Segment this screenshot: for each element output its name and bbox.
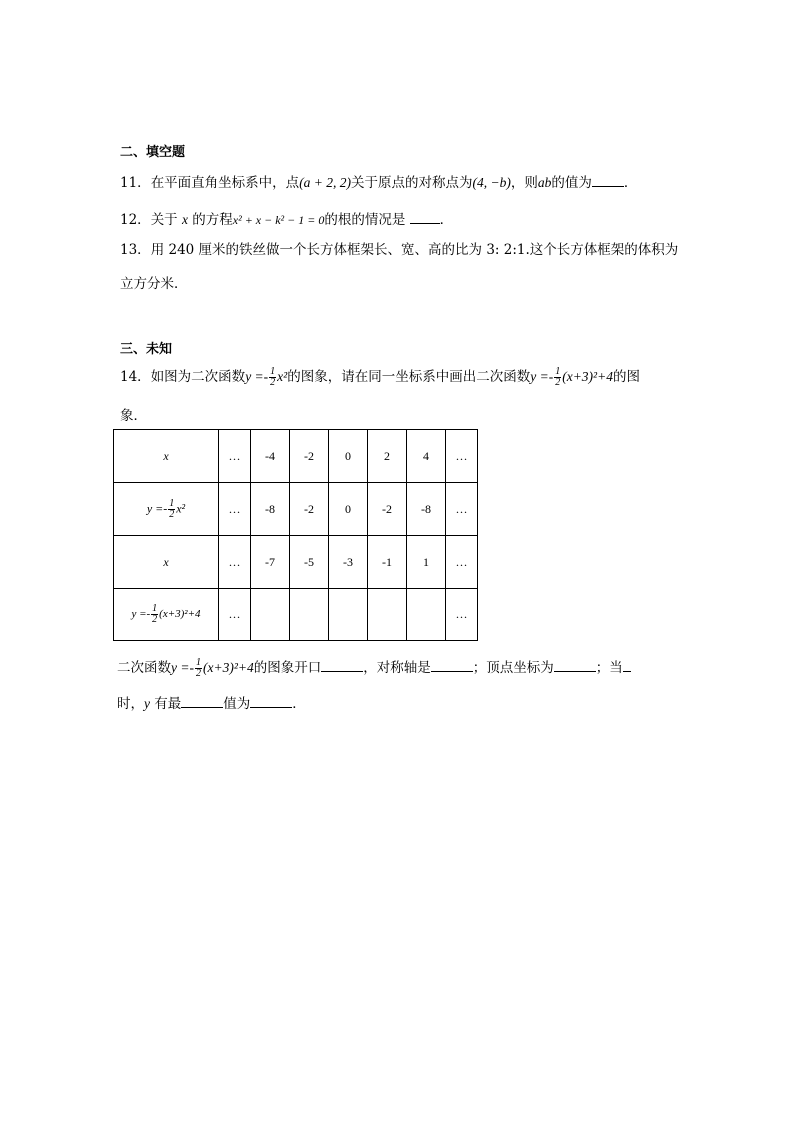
table-cell: 1 [407, 536, 446, 589]
table-cell: 0 [329, 430, 368, 483]
followup-text-4: ；顶点坐标为 [472, 660, 554, 676]
question-13 [120, 238, 678, 258]
q11-text-3: ，则 [510, 175, 538, 191]
followup-text-1: 二次函数 [117, 660, 171, 676]
row-label-y2: y =- $\frac{1}{2}$ (x+3)²+4 [114, 589, 219, 641]
table-cell: -5 [290, 536, 329, 589]
table-cell: -7 [251, 536, 290, 589]
table-cell-empty[interactable] [251, 589, 290, 641]
table-cell: 2 [368, 430, 407, 483]
q11-number: 11． [120, 175, 151, 191]
table-row [114, 589, 478, 641]
q12-number: 12． [120, 212, 151, 228]
q13-line-1: 用 240 厘米的铁丝做一个长方体框架长、宽、高的比为 3: 2:1.这个长方体框架的体积为 [150, 242, 679, 258]
q14-function-1: y =- $\frac{1}{2}$ x² [245, 366, 288, 389]
table-cell-empty[interactable] [407, 589, 446, 641]
table-cell: 0 [329, 483, 368, 536]
row-label-x: x [114, 430, 219, 483]
q12-text-1: 关于 [150, 212, 178, 228]
table-cell: … [219, 589, 251, 641]
table-cell: … [446, 536, 478, 589]
table-row [114, 536, 478, 589]
q12-text-2: 的方程 [192, 212, 233, 228]
table-cell: … [219, 536, 251, 589]
followup-text-3: ，对称轴是 [363, 660, 431, 676]
followup-text-2: 的图象开口 [253, 660, 322, 676]
q14-function-2: y =- $\frac{1}{2}$ (x+3)²+4 [530, 366, 613, 389]
axis-of-symmetry-blank[interactable] [431, 659, 473, 672]
q12-x: x [181, 212, 188, 227]
table-row [114, 483, 478, 536]
table-cell: … [219, 430, 251, 483]
table-cell: -2 [368, 483, 407, 536]
table-cell: … [446, 483, 478, 536]
followup-text-6: 时， [117, 696, 144, 712]
q12-end: ． [439, 212, 454, 228]
table-cell: … [219, 483, 251, 536]
section-heading-fill-blank: 二、填空题 [120, 145, 186, 160]
q14-number: 14． [120, 369, 151, 385]
question-12 [120, 208, 453, 228]
table-cell: -3 [329, 536, 368, 589]
q11-text-2: 关于原点的对称点为 [351, 175, 473, 191]
question-14 [120, 365, 640, 388]
table-cell: -2 [290, 483, 329, 536]
max-min-blank[interactable] [181, 695, 223, 708]
table-cell: … [446, 589, 478, 641]
q11-point: (a + 2, 2) [299, 175, 352, 190]
q11-variable: ab [537, 175, 552, 190]
q11-text-1: 在平面直角坐标系中，点 [150, 175, 300, 191]
table-cell-empty[interactable] [329, 589, 368, 641]
vertex-blank[interactable] [554, 659, 596, 672]
opening-direction-blank[interactable] [321, 659, 363, 672]
when-blank[interactable] [623, 659, 631, 672]
row-label-y1: y =- $\frac{1}{2}$ x² [114, 483, 219, 536]
table-cell: -8 [407, 483, 446, 536]
table-cell: … [446, 430, 478, 483]
q12-answer-blank[interactable] [410, 211, 440, 224]
q14-text-2: 的图象，请在同一坐标系中画出二次函数 [287, 369, 531, 385]
q14-followup-line-1 [117, 656, 631, 679]
q13-number: 13． [120, 242, 151, 258]
q11-symmetric-point: (4, −b) [472, 175, 511, 190]
q14-text-3: 的图 [612, 369, 640, 385]
table-cell: -4 [251, 430, 290, 483]
section-heading-unknown: 三、未知 [120, 342, 173, 357]
q11-text-4: 的值为 [551, 175, 592, 191]
q12-equation: x² + x − k² − 1 = 0 [232, 213, 325, 227]
table-cell: -1 [368, 536, 407, 589]
question-11 [120, 171, 637, 191]
followup-text-5: ；当 [595, 660, 623, 676]
table-cell: 4 [407, 430, 446, 483]
table-cell: -2 [290, 430, 329, 483]
followup-end: ． [292, 696, 306, 712]
followup-y: y [144, 696, 150, 711]
table-row [114, 430, 478, 483]
value-table [113, 429, 478, 641]
table-cell: -8 [251, 483, 290, 536]
row-label-x2: x [114, 536, 219, 589]
q11-end: ． [623, 175, 638, 191]
extreme-value-blank[interactable] [250, 695, 292, 708]
q14-text-1: 如图为二次函数 [150, 369, 246, 385]
followup-function: y =- $\frac{1}{2}$ (x+3)²+4 [171, 657, 254, 680]
followup-text-8: 值为 [223, 696, 251, 712]
table-cell-empty[interactable] [368, 589, 407, 641]
followup-text-7: 有最 [154, 696, 182, 712]
q11-answer-blank[interactable] [592, 174, 624, 187]
q14-line-2: 象． [120, 408, 147, 424]
q12-text-3: 的根的情况是 [324, 212, 406, 228]
q14-followup-line-2 [117, 692, 306, 712]
q13-line-2: 立方分米． [120, 276, 188, 292]
table-cell-empty[interactable] [290, 589, 329, 641]
